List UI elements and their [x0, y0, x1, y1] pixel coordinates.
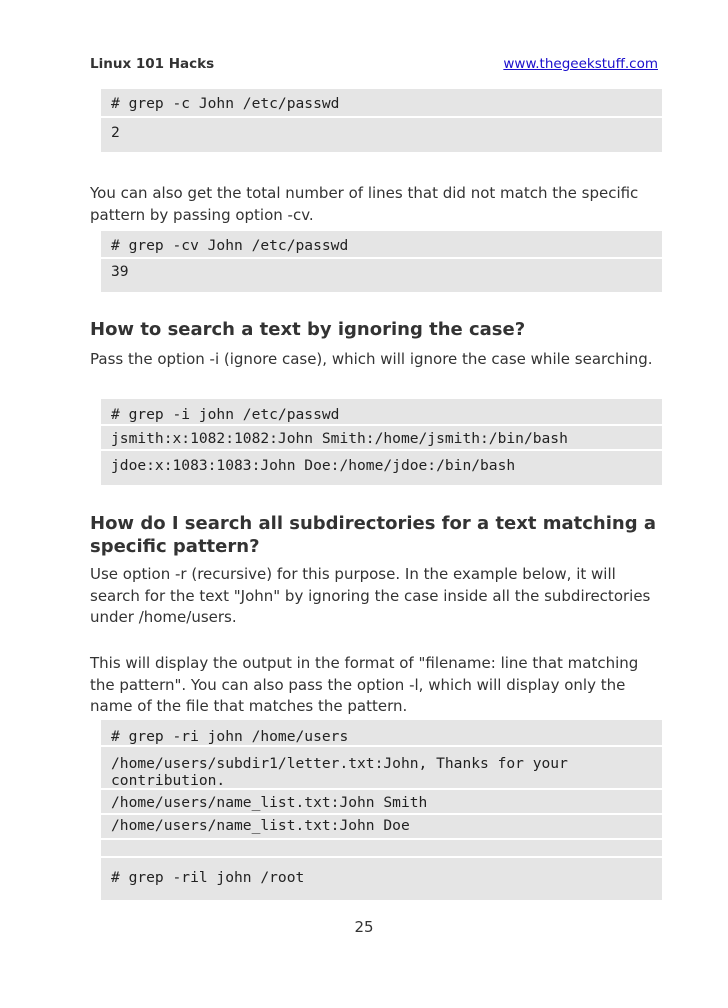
code-line: # grep -c John /etc/passwd — [101, 89, 662, 118]
paragraph-recursive: Use option -r (recursive) for this purpose. In the example below, it will search for the text "John" by ignoring the case inside all the subdirectories under /home/users. — [90, 565, 651, 626]
paragraph-ignore-case: Pass the option -i (ignore case), which will ignore the case while searching. — [90, 350, 653, 368]
section-heading-ignore-case: How to search a text by ignoring the case? — [90, 319, 526, 340]
code-block-grep-count-inverse — [101, 231, 662, 292]
code-line: 39 — [101, 259, 662, 292]
code-line: 2 — [101, 118, 662, 152]
code-line-empty — [101, 840, 662, 858]
code-block-grep-recursive — [101, 720, 662, 900]
page-header — [90, 56, 660, 74]
code-line: jdoe:x:1083:1083:John Doe:/home/jdoe:/bin/bash — [101, 451, 662, 485]
code-line: /home/users/name_list.txt:John Smith — [101, 790, 662, 815]
code-line: /home/users/name_list.txt:John Doe — [101, 815, 662, 840]
code-line: # grep -cv John /etc/passwd — [101, 231, 662, 259]
code-line: # grep -ri john /home/users — [101, 720, 662, 747]
section-heading-recursive: How do I search all subdirectories for a text matching a specific pattern? — [90, 513, 657, 557]
book-title: Linux 101 Hacks — [90, 56, 215, 72]
page-number: 25 — [354, 918, 374, 936]
website-link[interactable]: www.thegeekstuff.com — [503, 56, 658, 72]
paragraph-count-nonmatching: You can also get the total number of lines that did not match the specific pattern by passing option -cv. — [90, 184, 639, 224]
code-block-grep-ignore-case — [101, 399, 662, 485]
code-line: # grep -i john /etc/passwd — [101, 399, 662, 426]
paragraph-output-format: This will display the output in the format of "filename: line that matching the pattern". You can also pass the option -l, which will display only the name of the file that matches the pattern. — [90, 654, 639, 715]
code-line: /home/users/subdir1/letter.txt:John, Thanks for your contribution. — [101, 747, 662, 790]
code-line: jsmith:x:1082:1082:John Smith:/home/jsmith:/bin/bash — [101, 426, 662, 451]
code-block-grep-count — [101, 89, 662, 152]
code-line: # grep -ril john /root — [101, 858, 662, 900]
